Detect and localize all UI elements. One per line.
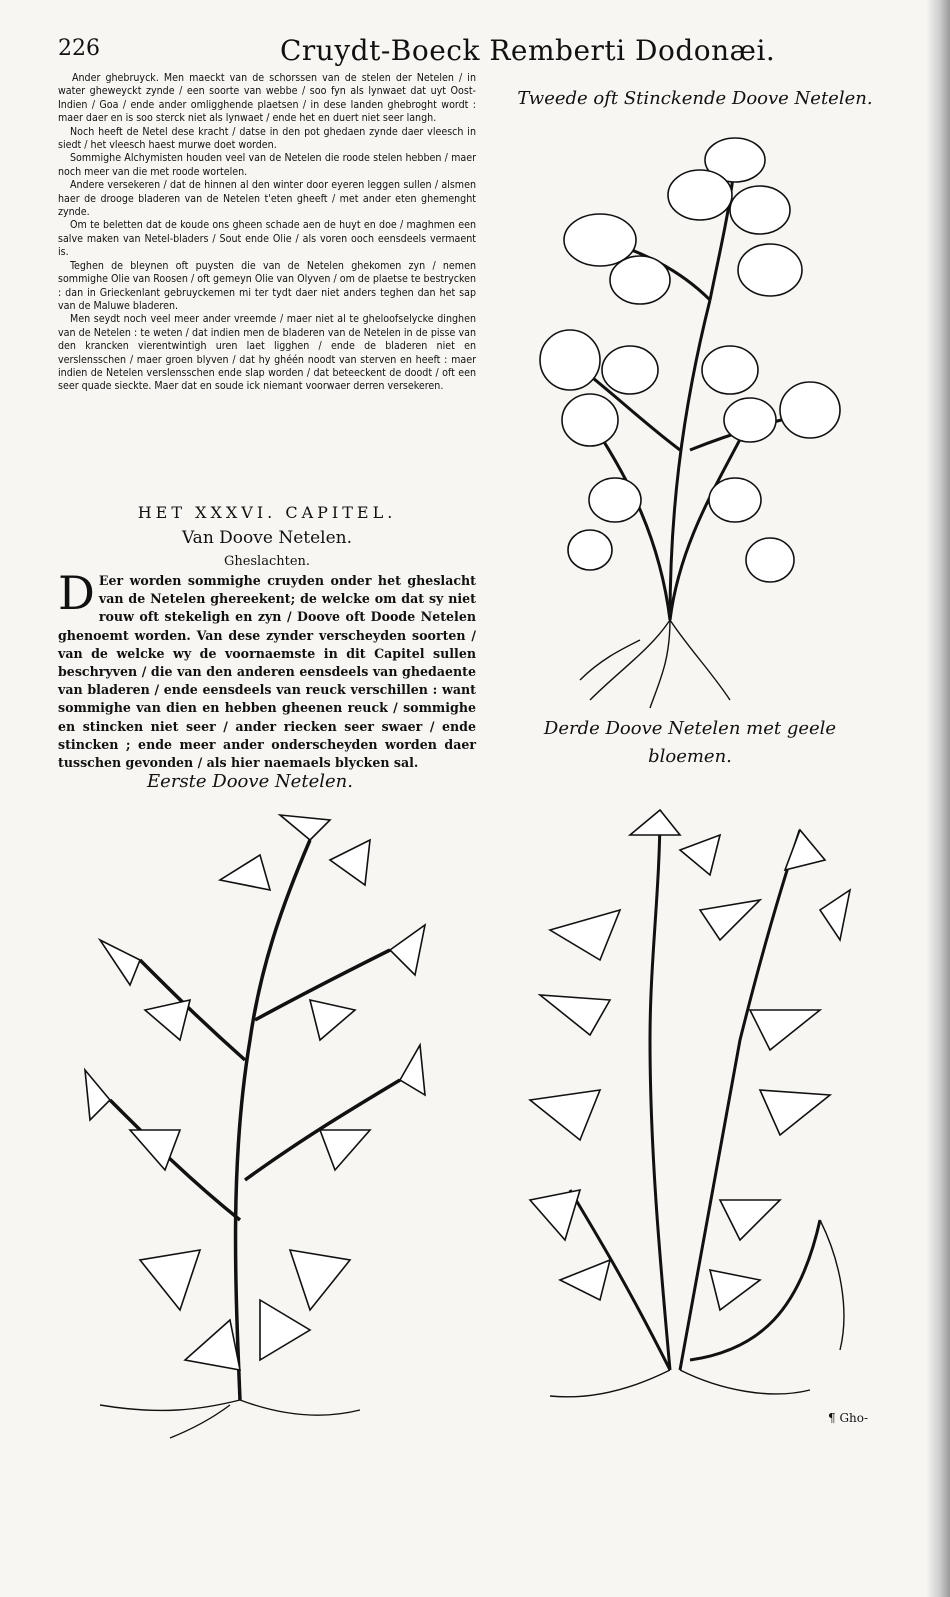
left-column-text — [58, 72, 476, 394]
catchword: ¶ Gho- — [828, 1411, 869, 1425]
page-header — [58, 34, 898, 74]
paragraph: Men seydt noch veel meer ander vreemde / maer niet al te gheloofselycke dinghen van de Netelen : te weten / dat indien men de bladeren van de Netelen in de pisse van den krancken vierentwintigh uren laet ligghen / ende de bladeren niet en verslensschen / maer groen blyven / dat hy ghéén noodt van sterven en heeft : maer indien de Netelen verslensschen ende slap worden / dat beteeckent de doodt / oft een seer quade sieckte. Maer dat en soude ick niemant voorwaer derren versekeren. — [58, 313, 476, 393]
page-edge-shadow — [926, 0, 950, 1597]
chapter-text: Eer worden sommighe cruyden onder het gheslacht van de Netelen ghereekent; de welcke om dat sy niet rouw oft stekeligh en zyn / Doove oft Doode Netelen ghenoemt worden. Van dese zynder verscheyden soorten / van de welcke wy de voornaemste in dit Capitel sullen beschryven / die van den anderen eensdeels van ghedaente van bladeren / ende eensdeels van reuck verschillen : want sommighe van dien en hebben gheenen reuck / sommighe en stincken niet seer / ander riecken seer swaer / ende stincken ; ende meer ander onderscheyden worden daer tusschen gevonden / als hier naemaels blycken sal. — [58, 573, 476, 771]
paragraph: Teghen de bleynen oft puysten die van de Netelen ghekomen zyn / nemen sommighe Olie van Roosen / oft gemeyn Olie van Olyven / om de plaetse te bestrycken : dan in Grieckenlant gebruyckemen mi ter tydt daer niet anders teghen dan het sap van de Maluwe bladeren. — [58, 259, 476, 312]
woodcut-first-dead-nettle — [80, 800, 430, 1440]
woodcut-stinking-dead-nettle — [520, 120, 850, 710]
drop-cap: D — [58, 566, 95, 620]
paragraph: Noch heeft de Netel dese kracht / datse in den pot ghedaen zynde daer vleesch in siedt / het vleesch haest murwe doet worden. — [58, 125, 476, 152]
caption-third-dead-nettle-line2: bloemen. — [648, 746, 732, 767]
page-number: 226 — [58, 36, 100, 61]
paragraph: Ander ghebruyck. Men maeckt van de schorssen van de stelen der Netelen / in water gheweyckt zynde / een soorte van webbe / soo fyn als lynwaet dat uyt Oost-Indien / Goa / ende ander omligghende plaetsen / in dese landen ghebroght wordt : maer daer en is soo sterck niet als lynwaet / ende het en duert niet seer langh. — [58, 72, 476, 125]
chapter-title: HET XXXVI. CAPITEL. — [137, 503, 397, 522]
paragraph: Andere versekeren / dat de hinnen al den winter door eyeren leggen sullen / alsmen haer de drooge bladeren van de Netelen t'eten gheeft / met ander eten ghemenght zynde. — [58, 179, 476, 219]
caption-third-dead-nettle-line1: Derde Doove Netelen met geele — [543, 718, 837, 739]
woodcut-third-dead-nettle — [520, 790, 860, 1420]
chapter-subtitle: Van Doove Netelen. — [181, 528, 353, 548]
chapter-body — [58, 566, 476, 772]
caption-first-dead-nettle: Eerste Doove Netelen. — [147, 771, 353, 792]
caption-second-dead-nettle: Tweede oft Stinckende Doove Netelen. — [517, 88, 873, 109]
paragraph: Sommighe Alchymisten houden veel van de Netelen die roode stelen hebben / maer noch meer van die met roode wortelen. — [58, 152, 476, 178]
section-heading: Gheslachten. — [223, 554, 311, 569]
running-title: Cruydt-Boeck Remberti Dodonæi. — [280, 34, 776, 67]
paragraph: Om te beletten dat de koude ons gheen schade aen de huyt en doe / maghmen een salve maken van Netel-bladers / Sout ende Olie / als voren ooch eensdeels vermaent is. — [58, 219, 476, 259]
